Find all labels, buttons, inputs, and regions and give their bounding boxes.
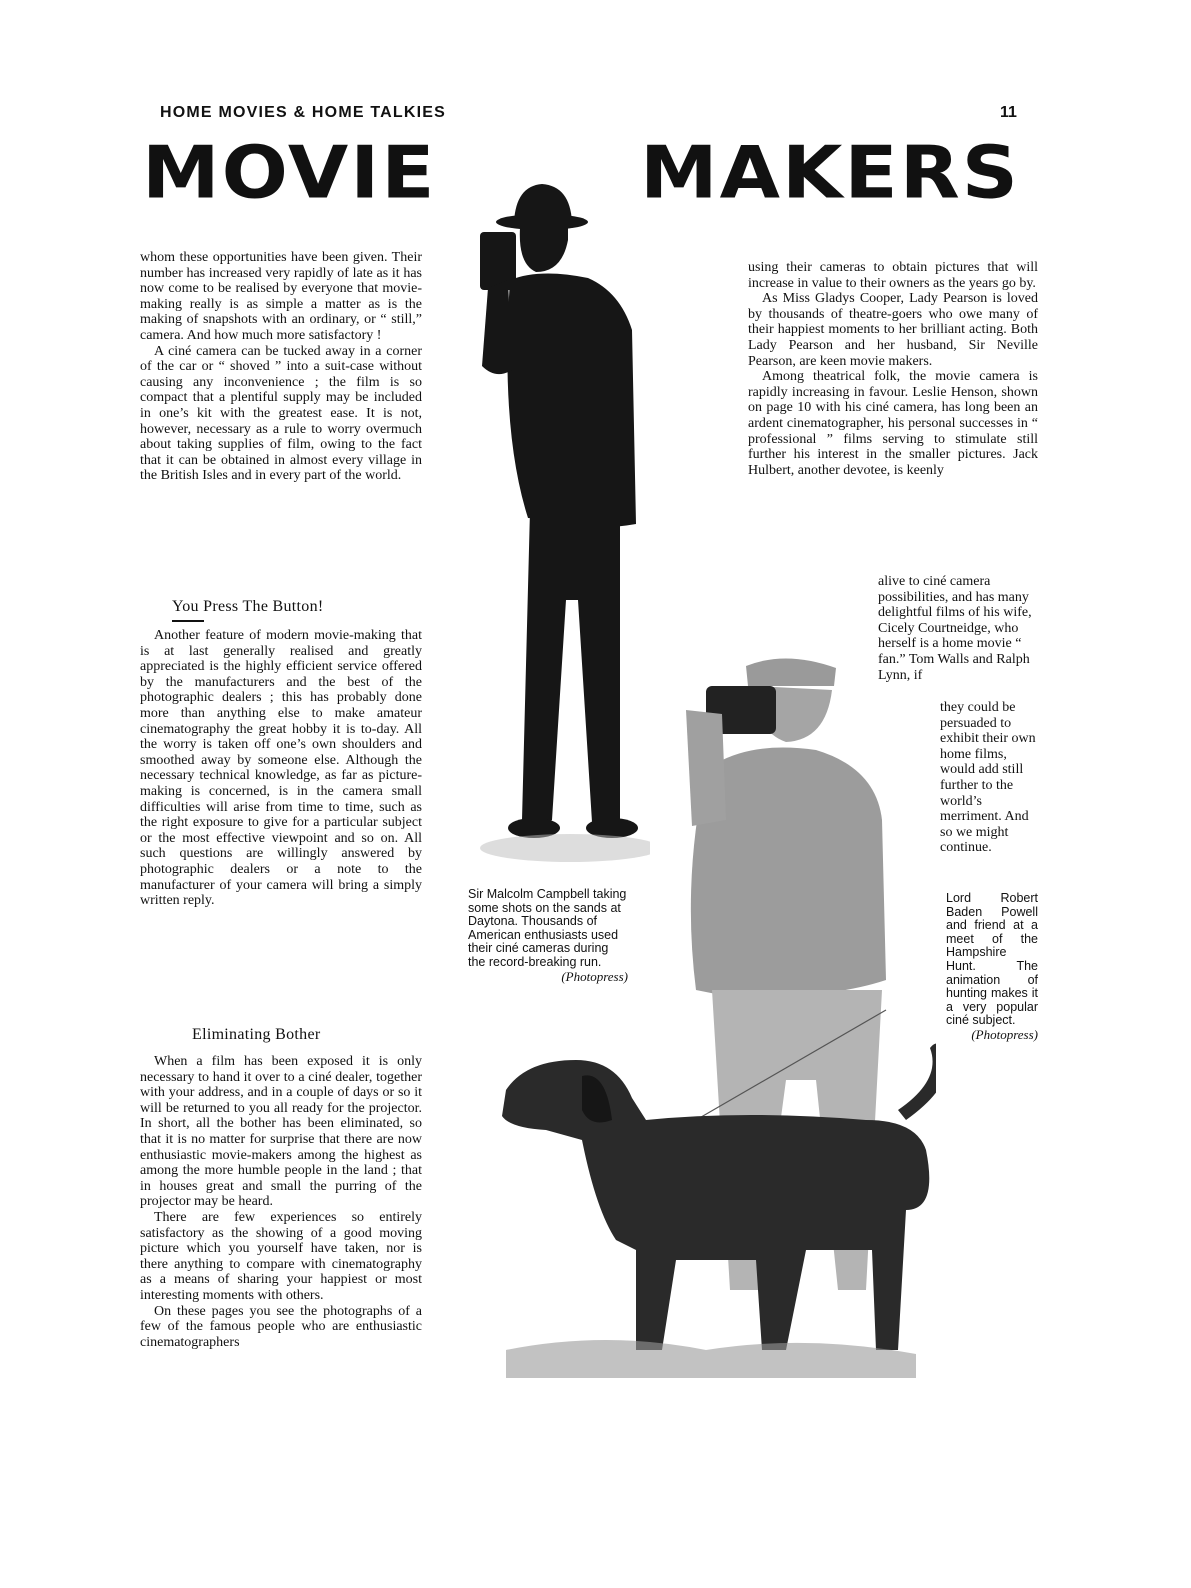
dog-tail — [898, 1043, 936, 1120]
photo-credit: (Photopress) — [971, 1026, 1038, 1042]
subheading-you-press-the-button — [172, 598, 324, 616]
caption-baden-powell — [946, 892, 1038, 1042]
subheading-underline — [172, 620, 204, 622]
baden-powell-photo — [486, 650, 936, 1390]
paragraph: Among theatrical folk, the movie camera is rapidly increasing in favour. Leslie Henson, shown on page 10 with his ciné camera, has long been an ardent cinematographer, his personal successes in “ professional ” films serving to stimulate still further his interest in the smaller pictures. Jack Hulbert, another devotee, is keenly — [748, 369, 1038, 478]
page-number: 11 — [1000, 104, 1017, 121]
head — [520, 228, 568, 272]
paragraph: Another feature of modern movie-making that is at last generally realised and greatly appreciated is the highly efficient service offered by the manufacturers and the best of the photographic dealers ; this has probably done more than anything else to make amateur cinematography the great hobby it is to-day. All the worry is taken off one’s own shoulders and smoothed away by someone else. Although the necessary technical knowledge, as far as picture-making is concerned, is in the camera small difficulties will arise from time to time, such as the right exposure to give for a particular subject or the most effective viewpoint and so on. All such questions are willingly answered by photographic dealers or a note to the manufacturer of your camera will bring a simply written reply. — [140, 628, 422, 909]
subheading-eliminating-bother: Eliminating Bother — [192, 1026, 321, 1043]
column-1-middle — [140, 628, 422, 909]
paragraph: they could be persuaded to exhibit their own home films, would add still further to the world’s merriment. And so we might continue. — [940, 700, 1036, 856]
caption-text: Sir Malcolm Campbell taking some shots on the sands at Daytona. Thousands of American enthusiasts used their ciné cameras during the record-breaking run. — [468, 887, 627, 969]
paragraph: On these pages you see the photographs of a few of the famous people who are enthusiastic cinematographers — [140, 1303, 422, 1350]
caption-text: Lord Robert Baden Powell and friend at a meet of the Hampshire Hunt. The animation of hunting makes it a very popular ciné subject. — [946, 891, 1038, 1028]
running-head: HOME MOVIES & HOME TALKIES — [160, 104, 447, 121]
paragraph: using their cameras to obtain pictures that will increase in value to their owners as the years go by. — [748, 260, 1038, 291]
caption-campbell — [468, 888, 628, 983]
column-1-top — [140, 250, 422, 484]
torso — [507, 273, 636, 527]
column-1-bottom — [140, 1054, 422, 1350]
paragraph: alive to ciné camera possibilities, and has many delightful films of his wife, Cicely Courtneidge, who herself is a home movie “ fan.” Tom Walls and Ralph Lynn, if — [878, 574, 1032, 683]
photo-credit: (Photopress) — [561, 968, 628, 984]
title-word-makers: MAKERS — [640, 132, 1020, 215]
hat-crown — [514, 184, 572, 222]
title-word-movie: MOVIE — [142, 132, 437, 215]
arm — [686, 710, 726, 826]
paragraph: There are few experiences so entirely satisfactory as the showing of a good moving picture which you yourself have taken, nor is there anything to compare with cinematography as a means of sharing your happiest or most interesting moments with others. — [140, 1209, 422, 1303]
cap — [746, 658, 836, 686]
paragraph: whom these opportunities have been given. Their number has increased very rapidly of late as it has now come to be realised by everyone that movie-making really is as simple a matter as is the making of snapshots with an ordinary, or “ still,” camera. And how much more satisfactory ! — [140, 250, 422, 343]
grass — [506, 1340, 916, 1378]
column-3-wrap-narrower — [940, 700, 1038, 856]
paragraph: When a film has been exposed it is only necessary to hand it over to a ciné dealer, together with your address, and in a couple of days or so it will be returned to you all ready for the projector. In short, all the bother has been eliminated, so that it is no matter for surprise that there are now enthusiastic movie-makers among the highest as among the more humble people in the land ; that in houses great and small the purring of the projector may be heard. — [140, 1054, 422, 1210]
column-3-wrap-narrow — [878, 574, 1038, 683]
arm-left — [482, 280, 512, 374]
subheading-text: You Press The Button! — [172, 598, 324, 615]
column-3-top — [748, 260, 1038, 478]
paragraph: As Miss Gladys Cooper, Lady Pearson is loved by thousands of theatre-goers who owe many of their happiest moments to her brilliant acting. Both Lady Pearson and her husband, Sir Neville Pearson, are keen movie makers. — [748, 291, 1038, 369]
paragraph: A ciné camera can be tucked away in a corner of the car or “ shoved ” into a suit-case without causing any inconvenience ; the film is so compact that a plentiful supply may be included in one’s kit with the greatest ease. It is not, however, necessary as a rule to worry overmuch about taking supplies of film, owing to the fact that it can be obtained in almost every village in the British Isles and in every part of the world. — [140, 343, 422, 484]
